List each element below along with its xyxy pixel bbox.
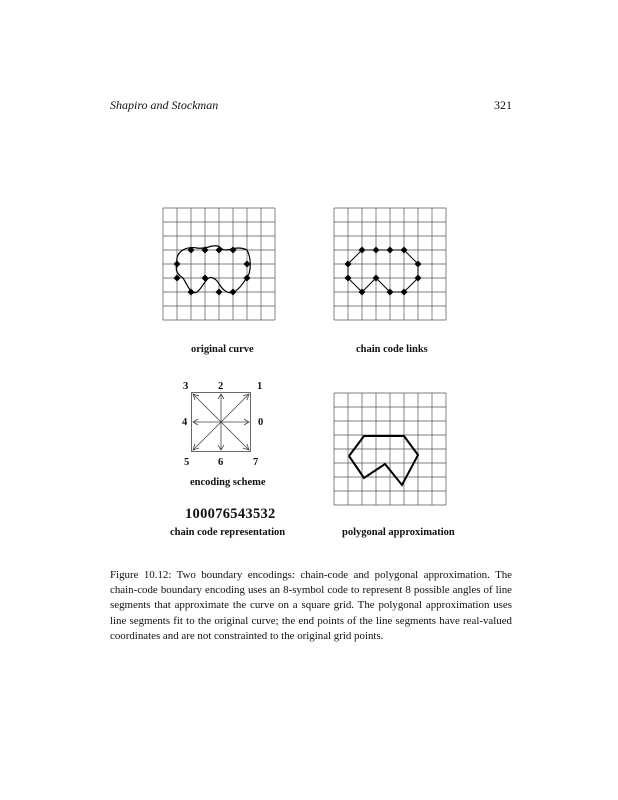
running-head: Shapiro and Stockman: [110, 98, 219, 112]
page-number: 321: [494, 98, 512, 112]
direction-digit-1: 1: [257, 381, 263, 392]
polygonal-approximation-label: polygonal approximation: [342, 527, 455, 538]
original-curve-path: [176, 246, 250, 293]
grid-point-marker: [387, 247, 394, 254]
grid-point-marker: [216, 247, 223, 254]
encoding-scheme-label: encoding scheme: [190, 477, 266, 488]
arrow-5: [193, 422, 221, 450]
direction-digit-3: 3: [183, 381, 189, 392]
original-curve-figure: [163, 208, 279, 326]
arrow-1: [221, 394, 249, 422]
grid-point-marker: [230, 247, 237, 254]
grid-point-marker: [373, 247, 380, 254]
chain-code-string: 100076543532: [185, 506, 276, 522]
grid-point-marker: [174, 261, 181, 268]
arrow-7: [221, 422, 249, 450]
direction-digit-5: 5: [184, 457, 190, 468]
chain-code-links-path: [348, 250, 418, 292]
figure-caption: Figure 10.12: Two boundary encodings: chain-code and polygonal approximation. The chain-code boundary encoding uses an 8-symbol code to represent 8 possible angles of line segments that approximate the curve on a square grid. The polygonal approximation uses line segments fit to the original curve; the end points of the line segments have real-valued coordinates and are not constrainted to the original grid points.: [110, 569, 512, 642]
chain-code-links-points: [345, 247, 422, 296]
grid-point-marker: [188, 289, 195, 296]
grid-point-marker: [230, 289, 237, 296]
direction-digit-4: 4: [182, 417, 188, 428]
direction-digit-2: 2: [218, 381, 224, 392]
encoding-scheme-figure: [191, 392, 251, 452]
polygonal-approximation-grid: [334, 393, 446, 505]
grid-point-marker: [216, 289, 223, 296]
grid-point-marker: [202, 275, 209, 282]
polygonal-approximation-figure: [334, 393, 450, 511]
direction-arrows: [193, 394, 249, 450]
arrow-3: [193, 394, 221, 422]
chain-code-representation-label: chain code representation: [170, 527, 286, 538]
original-curve-label: original curve: [191, 344, 254, 355]
direction-digit-7: 7: [253, 457, 259, 468]
grid-point-marker: [244, 261, 251, 268]
chain-code-links-figure: [334, 208, 450, 326]
direction-digit-6: 6: [218, 457, 224, 468]
chain-code-links-label: chain code links: [356, 344, 428, 355]
direction-digit-0: 0: [258, 417, 264, 428]
polygonal-approximation-path: [349, 436, 418, 485]
